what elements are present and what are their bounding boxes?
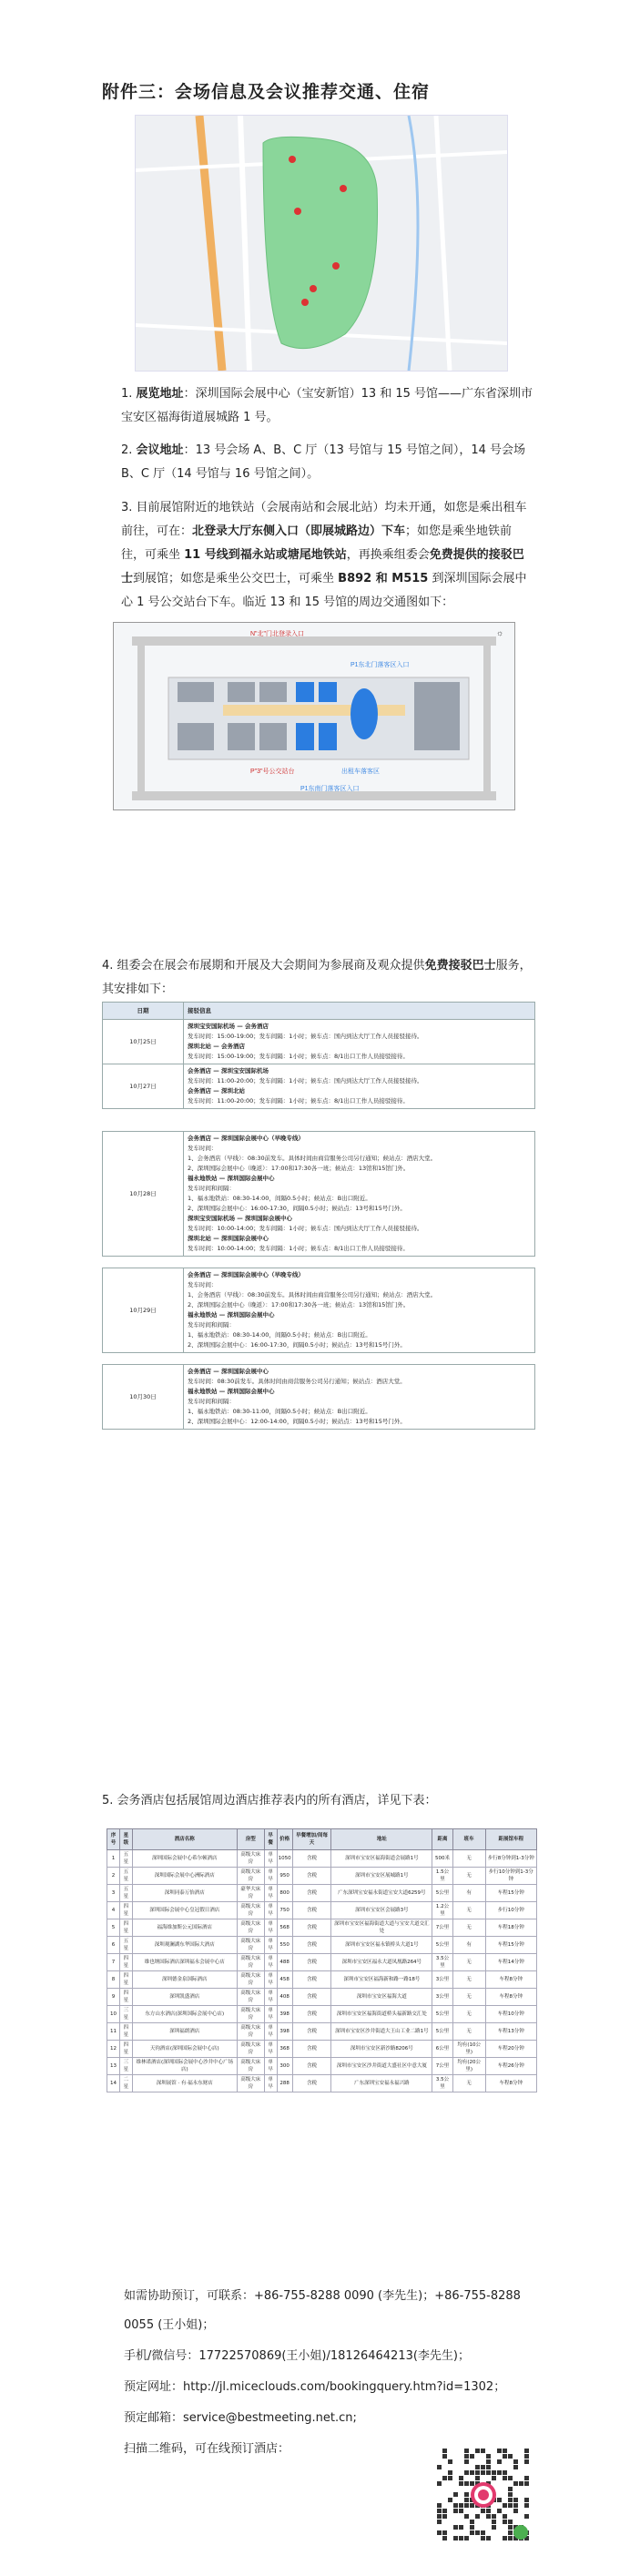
hotel-cell: 深圳市宝安区福海大道 — [331, 1989, 432, 2006]
hotel-cell: 14 — [107, 2075, 120, 2092]
hotel-cell: 深圳市宝安区沙井街道大盛社区中意大厦 — [331, 2058, 432, 2075]
hotel-cell: 二星 — [119, 2075, 132, 2092]
map-label-bus: P"3"号公交站台 — [250, 769, 295, 775]
hotel-cell: 单早 — [264, 2058, 277, 2075]
hotel-cell: 维也纳国际酒店深圳福永会展中心店 — [132, 1954, 237, 1971]
shuttle-line: 2、深圳国际会展中心（晚返）：17:00和17:30各一班；候站点：13馆和15馆门外。 — [188, 1165, 410, 1172]
hotel-cell: 单早 — [264, 1954, 277, 1971]
hotel-row — [107, 1937, 537, 1954]
hotel-col-header: 早餐增加/间每天 — [292, 1829, 331, 1850]
hotel-cell: 车程8分钟 — [485, 1971, 536, 1989]
hotel-cell: 深圳福朗酒店 — [132, 2023, 237, 2041]
item-4: 4. 组委会在展会布展期和开展及大会期间为参展商及观众提供免费接驳巴士服务，其安排如下： — [102, 959, 532, 996]
hotel-cell: 含税 — [292, 1971, 331, 1989]
hotel-cell: 单早 — [264, 2006, 277, 2023]
shuttle-row — [103, 1020, 535, 1064]
hotel-cell: 四星 — [119, 1919, 132, 1937]
hotel-col-header: 星级 — [119, 1829, 132, 1850]
hotel-cell: 单早 — [264, 1885, 277, 1902]
hotel-cell: 单早 — [264, 2023, 277, 2041]
compass-icon: ☼ — [496, 628, 504, 637]
hotel-cell: 含税 — [292, 2041, 331, 2058]
hotel-cell: 11 — [107, 2023, 120, 2041]
shuttle-line: 2、深圳国际会展中心：12:00-14:00，间隔0.5小时；候站点：13号和15号门外。 — [188, 1418, 406, 1425]
hotel-col-header: 班车 — [452, 1829, 485, 1850]
hotel-cell: 有 — [452, 1937, 485, 1954]
shuttle-line: 2、深圳国际会展中心：16:00-17:30，间隔0.5小时；候站点：13号和15号门外。 — [188, 1205, 406, 1212]
shuttle-head-info: 接驳信息 — [184, 1003, 535, 1020]
hotel-cell: 高级大床房 — [237, 1902, 264, 1919]
hotel-cell: 12 — [107, 2041, 120, 2058]
shuttle-line: 深圳宝安国际机场 — 深圳国际会展中心 — [188, 1215, 293, 1222]
hotel-cell: 深圳市宝安区福海街道大道与宝安大道交汇处 — [331, 1919, 432, 1937]
hotel-cell: 车程14分钟 — [485, 1954, 536, 1971]
hotel-cell: 深圳市宝安区福海街道会展路1号 — [331, 1850, 432, 1868]
hotel-cell: 含税 — [292, 1954, 331, 1971]
shuttle-info — [184, 1020, 535, 1064]
shuttle-date: 10月30日 — [103, 1365, 184, 1430]
hotel-col-header: 序号 — [107, 1829, 120, 1850]
shuttle-line: 发车时间和间隔： — [188, 1321, 235, 1329]
shuttle-row — [103, 1132, 535, 1257]
hotel-cell: 4 — [107, 1902, 120, 1919]
hotel-cell: 368 — [277, 2041, 292, 2058]
hotel-cell: 568 — [277, 1919, 292, 1937]
shuttle-line: 发车时间：08:30前发车。具体时间由商营服务公司另行通知；候站点：酒店大堂。 — [188, 1378, 406, 1385]
hotel-cell: 车程8分钟 — [485, 1989, 536, 2006]
hotel-cell: 含税 — [292, 1919, 331, 1937]
shuttle-date: 10月29日 — [103, 1268, 184, 1353]
hotel-cell: 单早 — [264, 2041, 277, 2058]
hotel-cell: 深圳市宝安区展城路1号 — [331, 1868, 432, 1885]
hotel-cell: 无 — [452, 1850, 485, 1868]
hotel-cell: 广东深圳宝安福永街道宝安大道6259号 — [331, 1885, 432, 1902]
hotel-cell: 5公里 — [432, 2023, 453, 2041]
contact-block — [124, 2287, 543, 2459]
hotel-cell: 深圳市宝安区福永镇桥头大道1号 — [331, 1937, 432, 1954]
hotel-cell: 五星 — [119, 1885, 132, 1902]
shuttle-info — [184, 1268, 535, 1353]
venue-map-graphic — [136, 116, 507, 371]
contact-qr-text: 扫描二维码，可在线预订酒店： — [124, 2442, 290, 2456]
hotel-cell: 含税 — [292, 2023, 331, 2041]
hotel-cell: 四星 — [119, 2041, 132, 2058]
item-2: 2. 会议地址：13 号会场 A、B、C 厅（13 号馆与 15 号馆之间），14 号会场 B、C 厅（14 号馆与 16 号馆之间）。 — [121, 443, 526, 481]
hotel-col-header: 早餐 — [264, 1829, 277, 1850]
hotel-cell: 7公里 — [432, 1919, 453, 1937]
hotel-row — [107, 2006, 537, 2023]
hotel-cell: 单早 — [264, 1989, 277, 2006]
hotel-cell: 四星 — [119, 1989, 132, 2006]
hotel-cell: 含税 — [292, 1885, 331, 1902]
hotel-col-header: 酒店名称 — [132, 1829, 237, 1850]
hotel-cell: 维林诺酒店(深圳国际会展中心沙井中心广场店) — [132, 2058, 237, 2075]
shuttle-line: 发车时间：10:00-14:00；发车间隔：1小时；候车点：8/1出口工作人员接驳接待。 — [188, 1245, 409, 1252]
hotel-cell: 300 — [277, 2058, 292, 2075]
hotel-cell: 高级大床房 — [237, 2075, 264, 2092]
shuttle-row — [103, 1268, 535, 1353]
hotel-cell: 深圳凯盛酒店 — [132, 1989, 237, 2006]
shuttle-line: 2、深圳国际会展中心（晚返）：17:00和17:30各一班；候站点：13馆和15馆门外。 — [188, 1301, 410, 1308]
hotel-col-header: 房型 — [237, 1829, 264, 1850]
hotel-row — [107, 1902, 537, 1919]
hotel-cell: 含税 — [292, 2075, 331, 2092]
shuttle-line: 会务酒店 — 深圳北站 — [188, 1087, 246, 1095]
shuttle-line: 会务酒店 — 深圳宝安国际机场 — [188, 1067, 269, 1074]
qr-code-icon[interactable] — [433, 2445, 533, 2545]
shuttle-line: 福永地铁站 — 深圳国际会展中心 — [188, 1311, 275, 1319]
hotel-cell: 含税 — [292, 2006, 331, 2023]
hotel-cell: 含税 — [292, 1850, 331, 1868]
shuttle-line: 会务酒店 — 深圳国际会展中心（早晚专线） — [188, 1135, 305, 1142]
hotel-cell: 深圳国际会展中心希尔顿酒店 — [132, 1850, 237, 1868]
hotel-cell: 5公里 — [432, 1885, 453, 1902]
contact-mobile: 手机/微信号：17722570869(王小姐)/18126464213(李先生)； — [124, 2349, 471, 2363]
hotel-row — [107, 1971, 537, 1989]
item-2-label: 会议地址 — [136, 443, 184, 457]
hotel-cell: 福海维加斯公元国际酒店 — [132, 1919, 237, 1937]
hotel-cell: 含税 — [292, 2058, 331, 2075]
hotel-cell: 单早 — [264, 1937, 277, 1954]
shuttle-line: 发车时间：10:00-14:00；发车间隔：1小时；候车点：国内到达大厅工作人员接驳接待。 — [188, 1225, 423, 1232]
hotel-cell: 三星 — [119, 2058, 132, 2075]
hotel-cell: 高级大床房 — [237, 1868, 264, 1885]
hotel-cell: 13 — [107, 2058, 120, 2075]
hotel-cell: 550 — [277, 1937, 292, 1954]
hotel-cell: 高级大床房 — [237, 1919, 264, 1937]
shuttle-line: 深圳北站 — 深圳国际会展中心 — [188, 1235, 269, 1242]
hotel-cell: 950 — [277, 1868, 292, 1885]
hotel-cell: 五星 — [119, 1868, 132, 1885]
hotel-cell: 含税 — [292, 1868, 331, 1885]
hotel-cell: 深圳市宝安区新沙路8206号 — [331, 2041, 432, 2058]
hotel-cell: 3 — [107, 1885, 120, 1902]
shuttle-line: 发车时间：15:00-19:00；发车间隔：1小时；候车点：8/1出口工作人员接驳接待。 — [188, 1053, 409, 1060]
hotel-cell: 深圳国际会展中心洲际酒店 — [132, 1868, 237, 1885]
shuttle-info — [184, 1132, 535, 1257]
shuttle-line: 1、福永地铁站：08:30-14:00，间隔0.5小时；候站点：B出口附近。 — [188, 1195, 371, 1202]
hotel-row — [107, 2075, 537, 2092]
hotel-cell: 车程18分钟 — [485, 1919, 536, 1937]
hotel-cell: 3公里 — [432, 1971, 453, 1989]
hotel-cell: 无 — [452, 1902, 485, 1919]
shuttle-head-date: 日期 — [103, 1003, 184, 1020]
item-1-label: 展览地址 — [136, 387, 184, 401]
shuttle-line: 1、会务酒店（早线）：08:30前发车。具体时间由商营服务公司另行通知；候站点：酒店大堂。 — [188, 1291, 437, 1298]
shuttle-line: 发车时间和间隔： — [188, 1398, 235, 1405]
shuttle-line: 深圳宝安国际机场 — 会务酒店 — [188, 1023, 269, 1030]
traffic-map — [113, 622, 515, 810]
hotel-cell: 五星 — [119, 1850, 132, 1868]
hotel-cell: 深圳展馆 · 有·福永东财店 — [132, 2075, 237, 2092]
hotel-row — [107, 2023, 537, 2041]
hotel-cell: 车程15分钟 — [485, 1885, 536, 1902]
hotel-cell: 高级大床房 — [237, 2041, 264, 2058]
shuttle-line: 1、福永地铁站：08:30-11:00，间隔0.5小时；候站点：B出口附近。 — [188, 1408, 371, 1415]
shuttle-line: 发车时间： — [188, 1281, 218, 1288]
hotel-cell: 四星 — [119, 2023, 132, 2041]
hotel-cell: 车程20分钟 — [485, 2041, 536, 2058]
item-2-text: ：13 号会场 A、B、C 厅（13 号馆与 15 号馆之间），14 号会场 B、C 厅（14 号馆与 16 号馆之间）。 — [121, 443, 526, 481]
shuttle-line: 深圳北站 — 会务酒店 — [188, 1043, 246, 1050]
hotel-cell: 深圳市宝安区福永大道凤凰路264号 — [331, 1954, 432, 1971]
hotel-cell: 7 — [107, 1954, 120, 1971]
hotel-cell: 步行10分钟 — [485, 1902, 536, 1919]
hotel-cell: 深圳市宝安区福海街道桥头福新路交汇处 — [331, 2006, 432, 2023]
hotel-cell: 408 — [277, 1989, 292, 2006]
hotel-cell: 含税 — [292, 1902, 331, 1919]
shuttle-row — [103, 1365, 535, 1430]
hotel-cell: 288 — [277, 2075, 292, 2092]
hotel-cell: 488 — [277, 1954, 292, 1971]
shuttle-date: 10月28日 — [103, 1132, 184, 1257]
hotel-cell: 高级大床房 — [237, 2058, 264, 2075]
hotel-cell: 广东深圳宝安福永福兴路 — [331, 2075, 432, 2092]
hotel-cell: 四星 — [119, 1971, 132, 1989]
map-label-south: P1东南门落客区入口 — [300, 786, 360, 792]
hotel-cell: 398 — [277, 2006, 292, 2023]
hotel-cell: 无 — [452, 2075, 485, 2092]
hotel-row — [107, 1850, 537, 1868]
hotel-cell: 豪华大床房 — [237, 1885, 264, 1902]
hotel-cell: 800 — [277, 1885, 292, 1902]
hotel-cell: 四星 — [119, 1902, 132, 1919]
shuttle-line: 福永地铁站 — 深圳国际会展中心 — [188, 1175, 275, 1182]
hotel-cell: 1.2公里 — [432, 1902, 453, 1919]
hotel-cell: 7公里 — [432, 2058, 453, 2075]
hotel-cell: 398 — [277, 2023, 292, 2041]
shuttle-line: 会务酒店 — 深圳国际会展中心 — [188, 1368, 269, 1375]
item-1-text: ：深圳国际会展中心（宝安新馆）13 和 15 号馆——广东省深圳市宝安区福海街道展城路 1 号。 — [121, 387, 533, 424]
shuttle-line: 1、福永地铁站：08:30-14:00，间隔0.5小时；候站点：B出口附近。 — [188, 1331, 371, 1339]
hotel-cell: 单早 — [264, 1902, 277, 1919]
hotel-cell: 5 — [107, 1919, 120, 1937]
hotel-cell: 高级大床房 — [237, 1954, 264, 1971]
hotel-col-header: 地址 — [331, 1829, 432, 1850]
hotel-cell: 458 — [277, 1971, 292, 1989]
shuttle-date: 10月25日 — [103, 1020, 184, 1064]
hotel-cell: 8 — [107, 1971, 120, 1989]
hotel-cell: 6公里 — [432, 2041, 453, 2058]
map-label-north: N"北"门北登录入口 — [250, 631, 305, 637]
hotel-cell: 单早 — [264, 1850, 277, 1868]
hotel-cell: 天钧酒店(深圳国际会展中心店) — [132, 2041, 237, 2058]
hotel-cell: 深圳观澜湖东华国际大酒店 — [132, 1937, 237, 1954]
hotel-cell: 无 — [452, 1868, 485, 1885]
hotel-cell: 3.5公里 — [432, 2075, 453, 2092]
hotel-row — [107, 1868, 537, 1885]
hotel-cell: 高级大床房 — [237, 1989, 264, 2006]
contact-url[interactable]: 预定网址：http://jl.miceclouds.com/bookingquery.htm?id=1302； — [124, 2380, 506, 2394]
hotel-row — [107, 2041, 537, 2058]
hotel-cell: 有 — [452, 1885, 485, 1902]
hotel-cell: 步行8分钟到1-3分钟 — [485, 1850, 536, 1868]
shuttle-line: 发车时间： — [188, 1145, 218, 1152]
hotel-cell: 含税 — [292, 1989, 331, 2006]
hotel-cell: 无 — [452, 1989, 485, 2006]
hotel-cell: 车程8分钟 — [485, 2075, 536, 2092]
shuttle-row — [103, 1064, 535, 1109]
shuttle-line: 福永地铁站 — 深圳国际会展中心 — [188, 1388, 275, 1395]
hotel-cell: 深圳国际会展中心皇冠假日酒店 — [132, 1902, 237, 1919]
traffic-map-graphic — [114, 623, 514, 809]
hotel-row — [107, 1919, 537, 1937]
hotel-cell: 深圳德金泉国际酒店 — [132, 1971, 237, 1989]
hotel-cell: 5公里 — [432, 1937, 453, 1954]
shuttle-line: 会务酒店 — 深圳国际会展中心（早晚专线） — [188, 1271, 305, 1278]
hotel-cell: 均有(10公里) — [452, 2041, 485, 2058]
hotel-cell: 5公里 — [432, 2006, 453, 2023]
hotel-cell: 750 — [277, 1902, 292, 1919]
hotel-cell: 深圳市宝安区福海新和路一路18号 — [331, 1971, 432, 1989]
hotel-row — [107, 1954, 537, 1971]
hotel-cell: 高级大床房 — [237, 1937, 264, 1954]
shuttle-date: 10月27日 — [103, 1064, 184, 1109]
hotel-cell: 2 — [107, 1868, 120, 1885]
page-title: 附件三：会场信息及会议推荐交通、住宿 — [102, 82, 431, 102]
shuttle-info — [184, 1365, 535, 1430]
hotel-cell: 深圳同泰万怡酒店 — [132, 1885, 237, 1902]
shuttle-line: 2、深圳国际会展中心：16:00-17:30，间隔0.5小时；候站点：13号和15号门外。 — [188, 1341, 406, 1349]
venue-map — [135, 115, 508, 372]
hotel-cell: 东方山水酒店(深圳国际会展中心店) — [132, 2006, 237, 2023]
hotel-cell: 高级大床房 — [237, 2023, 264, 2041]
hotel-row — [107, 1989, 537, 2006]
hotel-cell: 高级大床房 — [237, 1971, 264, 1989]
hotel-cell: 3公里 — [432, 1989, 453, 2006]
hotel-cell: 1 — [107, 1850, 120, 1868]
hotel-cell: 1.5公里 — [432, 1868, 453, 1885]
shuttle-line: 发车时间：11:00-20:00；发车间隔：1小时；候车点：8/1出口工作人员接驳接待。 — [188, 1097, 409, 1105]
hotel-cell: 车程26分钟 — [485, 2058, 536, 2075]
shuttle-line: 发车时间和间隔： — [188, 1185, 235, 1192]
hotel-row — [107, 2058, 537, 2075]
contact-phone-2: 0055 (王小姐)； — [124, 2318, 215, 2332]
map-label-east: P1东北门落客区入口 — [350, 662, 410, 668]
hotel-cell: 9 — [107, 1989, 120, 2006]
hotel-col-header: 距离 — [432, 1829, 453, 1850]
hotel-cell: 单早 — [264, 1868, 277, 1885]
shuttle-info — [184, 1064, 535, 1109]
hotel-cell: 含税 — [292, 1937, 331, 1954]
hotel-cell: 车程10分钟 — [485, 2006, 536, 2023]
hotel-cell: 10 — [107, 2006, 120, 2023]
hotel-table — [107, 1828, 537, 2092]
contact-phone: 如需协助预订，可联系：+86-755-8288 0090 (李先生)；+86-755-8288 — [124, 2289, 521, 2303]
hotel-cell: 单早 — [264, 1919, 277, 1937]
hotel-col-header: 距展馆车程 — [485, 1829, 536, 1850]
item-1: 1. 展览地址：深圳国际会展中心（宝安新馆）13 和 15 号馆——广东省深圳市宝安区福海街道展城路 1 号。 — [121, 387, 533, 424]
shuttle-line: 1、会务酒店（早线）：08:30前发车。具体时间由商营服务公司另行通知；候站点：酒店大堂。 — [188, 1155, 437, 1162]
hotel-row — [107, 1885, 537, 1902]
hotel-cell: 车程13分钟 — [485, 2023, 536, 2041]
hotel-cell: 深圳市宝安区会展路3号 — [331, 1902, 432, 1919]
hotel-cell: 6 — [107, 1937, 120, 1954]
map-label-center: 出租车落客区 — [341, 769, 380, 775]
hotel-cell: 3.5公里 — [432, 1954, 453, 1971]
hotel-cell: 无 — [452, 1971, 485, 1989]
hotel-cell: 四星 — [119, 1954, 132, 1971]
hotel-cell: 五星 — [119, 1937, 132, 1954]
shuttle-line: 发车时间：15:00-19:00；发车间隔：1小时；候车点：国内到达大厅工作人员接驳接待。 — [188, 1033, 423, 1040]
contact-email[interactable]: 预定邮箱：service@bestmeeting.net.cn; — [124, 2411, 357, 2425]
hotel-cell: 1050 — [277, 1850, 292, 1868]
hotel-cell: 无 — [452, 2006, 485, 2023]
hotel-cell: 三星 — [119, 2006, 132, 2023]
hotel-cell: 高级大床房 — [237, 2006, 264, 2023]
hotel-cell: 单早 — [264, 1971, 277, 1989]
hotel-cell: 步行10分钟到1-3分钟 — [485, 1868, 536, 1885]
hotel-cell: 单早 — [264, 2075, 277, 2092]
hotel-col-header: 价格 — [277, 1829, 292, 1850]
shuttle-line: 发车时间：11:00-20:00；发车间隔：1小时；候车点：国内到达大厅工作人员接驳接待。 — [188, 1077, 423, 1084]
hotel-cell: 无 — [452, 2023, 485, 2041]
hotel-cell: 无 — [452, 1919, 485, 1937]
hotel-cell: 无 — [452, 1954, 485, 1971]
hotel-cell: 均有(20公里) — [452, 2058, 485, 2075]
item-3: 3. 目前展馆附近的地铁站（会展南站和会展北站）均未开通，如您是乘出租车前往，可在：北登录大厅东侧入口（即展城路边）下车；如您是乘坐地铁前往，可乘坐 11 号线到福永站或塘尾地铁站，再换乘组委会免费提供的接驳巴士到展馆；如您是乘坐公交巴士，可乘坐 B892 和 M515 到深圳国际会展中心 1 号公交站台下车。临近 13 和 15 号馆的周边交通图如下： — [121, 501, 527, 609]
hotel-cell: 高级大床房 — [237, 1850, 264, 1868]
shuttle-table — [102, 1002, 535, 1430]
hotel-cell: 车程15分钟 — [485, 1937, 536, 1954]
item-5: 5. 会务酒店包括展馆周边酒店推荐表内的所有酒店，详见下表： — [102, 1794, 437, 1807]
hotel-cell: 深圳市宝安区沙井街道大王山工业二路1号 — [331, 2023, 432, 2041]
hotel-cell: 500米 — [432, 1850, 453, 1868]
